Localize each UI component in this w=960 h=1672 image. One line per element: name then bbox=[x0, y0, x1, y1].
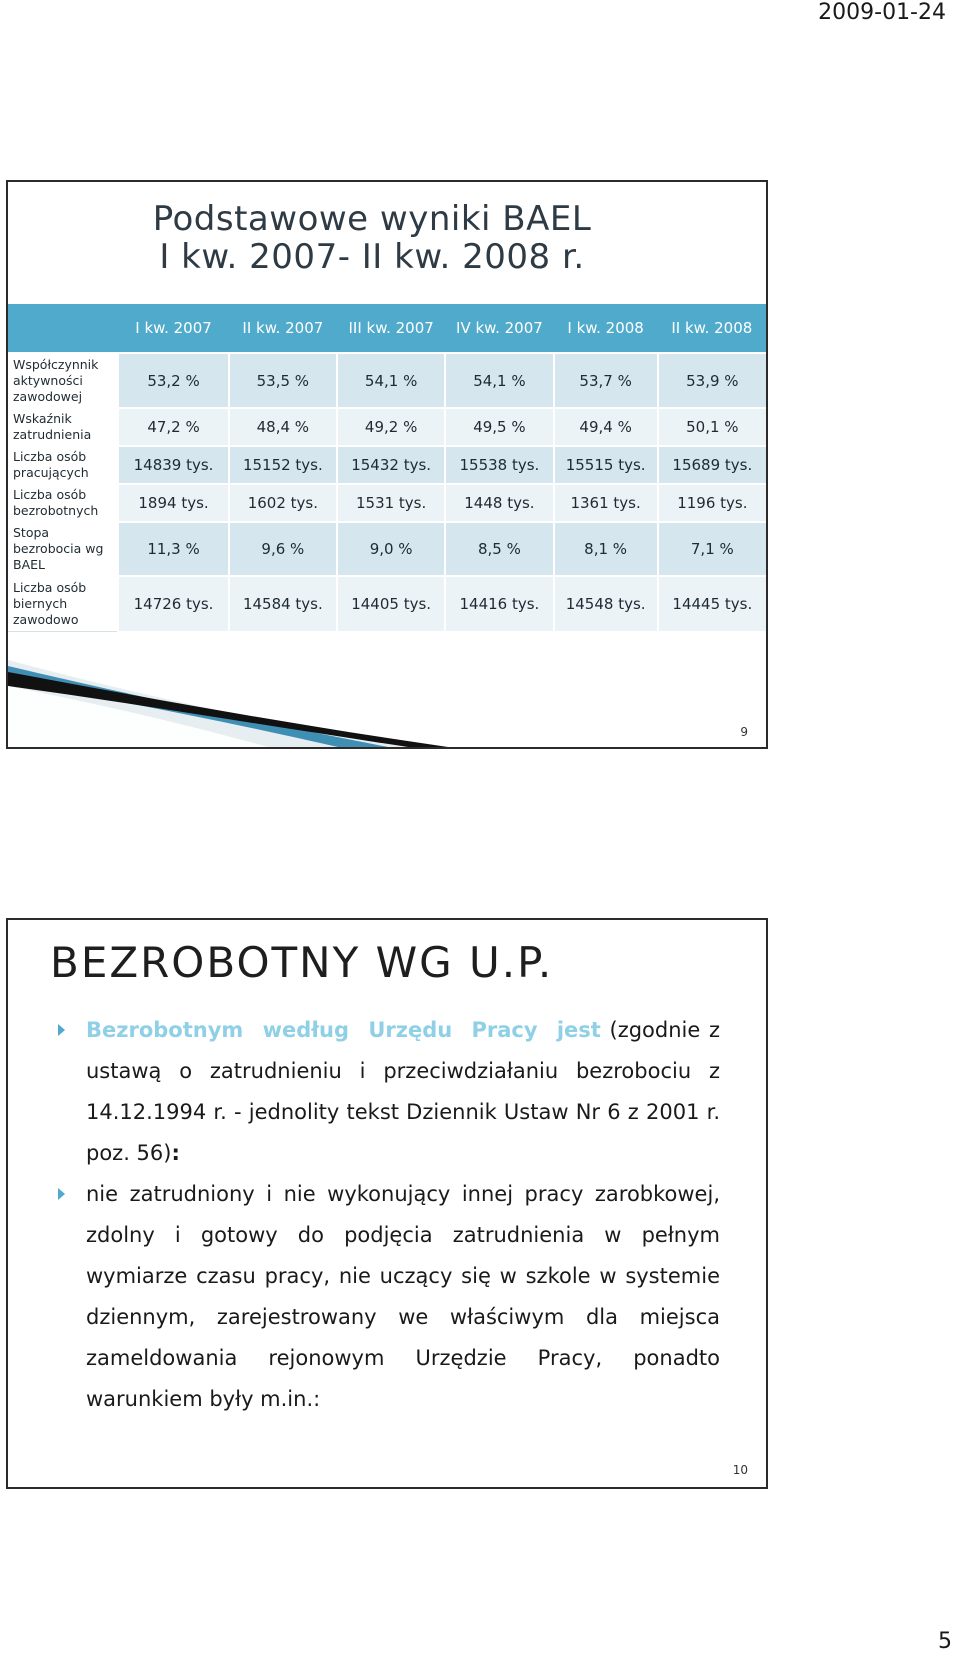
table-cell: 14584 tys. bbox=[229, 576, 337, 631]
bullet-arrow-icon bbox=[58, 1024, 65, 1036]
row-label: Liczba osób bezrobotnych bbox=[8, 484, 118, 522]
table-cell: 15538 tys. bbox=[445, 446, 553, 484]
table-cell: 47,2 % bbox=[118, 408, 228, 446]
table-cell: 14839 tys. bbox=[118, 446, 228, 484]
table-cell: 1602 tys. bbox=[229, 484, 337, 522]
table-cell: 8,1 % bbox=[554, 522, 658, 576]
table-cell: 15689 tys. bbox=[658, 446, 766, 484]
bullet-item bbox=[58, 1010, 720, 1174]
table-cell: 1361 tys. bbox=[554, 484, 658, 522]
table-cell: 1196 tys. bbox=[658, 484, 766, 522]
table-cell: 1448 tys. bbox=[445, 484, 553, 522]
table-cell: 54,1 % bbox=[337, 353, 445, 408]
table-cell: 9,6 % bbox=[229, 522, 337, 576]
table-corner-cell bbox=[8, 304, 118, 353]
column-header: III kw. 2007 bbox=[337, 304, 445, 353]
table-cell: 50,1 % bbox=[658, 408, 766, 446]
table-row bbox=[8, 484, 766, 522]
table-cell: 14726 tys. bbox=[118, 576, 228, 631]
slide-title bbox=[8, 200, 766, 276]
bullet-item bbox=[58, 1174, 720, 1420]
slide-number: 9 bbox=[740, 725, 748, 739]
bullet-arrow-icon bbox=[58, 1188, 65, 1200]
slide-number: 10 bbox=[732, 1463, 748, 1477]
column-header: I kw. 2008 bbox=[554, 304, 658, 353]
table-cell: 53,2 % bbox=[118, 353, 228, 408]
table-cell: 48,4 % bbox=[229, 408, 337, 446]
row-label: Liczba osób pracujących bbox=[8, 446, 118, 484]
highlighted-term: Bezrobotnym według Urzędu Pracy jest bbox=[86, 1018, 601, 1042]
table-cell: 49,2 % bbox=[337, 408, 445, 446]
column-header: II kw. 2007 bbox=[229, 304, 337, 353]
bullet-text: (zgodnie z ustawą o zatrudnieniu i przeciwdziałaniu bezrobociu z 14.12.1994 r. - jednolity tekst Dziennik Ustaw Nr 6 z 2001 r. poz. 56) bbox=[86, 1018, 720, 1165]
slide-bael-results bbox=[6, 180, 768, 749]
table-cell: 53,9 % bbox=[658, 353, 766, 408]
decorative-swoosh bbox=[8, 652, 766, 747]
table-row bbox=[8, 408, 766, 446]
table-cell: 14445 tys. bbox=[658, 576, 766, 631]
slide-title: BEZROBOTNY WG U.P. bbox=[50, 938, 554, 987]
table-cell: 14548 tys. bbox=[554, 576, 658, 631]
table-cell: 11,3 % bbox=[118, 522, 228, 576]
table-cell: 49,5 % bbox=[445, 408, 553, 446]
slide-unemployed-definition bbox=[6, 918, 768, 1489]
page-date: 2009-01-24 bbox=[818, 0, 946, 25]
table-cell: 9,0 % bbox=[337, 522, 445, 576]
page-number: 5 bbox=[938, 1629, 952, 1654]
column-header: I kw. 2007 bbox=[118, 304, 228, 353]
table-cell: 7,1 % bbox=[658, 522, 766, 576]
table-cell: 15152 tys. bbox=[229, 446, 337, 484]
row-label: Wskaźnik zatrudnienia bbox=[8, 408, 118, 446]
table-cell: 8,5 % bbox=[445, 522, 553, 576]
table-cell: 1894 tys. bbox=[118, 484, 228, 522]
table-cell: 1531 tys. bbox=[337, 484, 445, 522]
row-label: Liczba osób biernych zawodowo bbox=[8, 576, 118, 631]
table-cell: 15432 tys. bbox=[337, 446, 445, 484]
table-cell: 14405 tys. bbox=[337, 576, 445, 631]
column-header: IV kw. 2007 bbox=[445, 304, 553, 353]
table-row bbox=[8, 446, 766, 484]
slide-body bbox=[58, 1010, 720, 1420]
table-row bbox=[8, 522, 766, 576]
table-cell: 14416 tys. bbox=[445, 576, 553, 631]
table-cell: 49,4 % bbox=[554, 408, 658, 446]
table-row bbox=[8, 353, 766, 408]
table-cell: 53,5 % bbox=[229, 353, 337, 408]
row-label: Współczynnik aktywności zawodowej bbox=[8, 353, 118, 408]
bullet-text: nie zatrudniony i nie wykonujący innej pracy zarobkowej, zdolny i gotowy do podjęcia zatrudnienia w pełnym wymiarze czasu pracy, nie uczący się w szkole w systemie dziennym, zarejestrowany we właściwym dla miejsca zameldowania rejonowym Urzędzie Pracy, ponadto warunkiem były m.in.: bbox=[86, 1182, 720, 1411]
column-header: II kw. 2008 bbox=[658, 304, 766, 353]
bael-results-table bbox=[8, 304, 766, 632]
table-row bbox=[8, 576, 766, 631]
title-line-1: Podstawowe wyniki BAEL bbox=[152, 199, 592, 239]
bullet-colon: : bbox=[171, 1141, 180, 1165]
table-cell: 54,1 % bbox=[445, 353, 553, 408]
table-cell: 15515 tys. bbox=[554, 446, 658, 484]
table-header-row bbox=[8, 304, 766, 353]
row-label: Stopa bezrobocia wg BAEL bbox=[8, 522, 118, 576]
table-cell: 53,7 % bbox=[554, 353, 658, 408]
title-line-2: I kw. 2007- II kw. 2008 r. bbox=[159, 237, 585, 277]
